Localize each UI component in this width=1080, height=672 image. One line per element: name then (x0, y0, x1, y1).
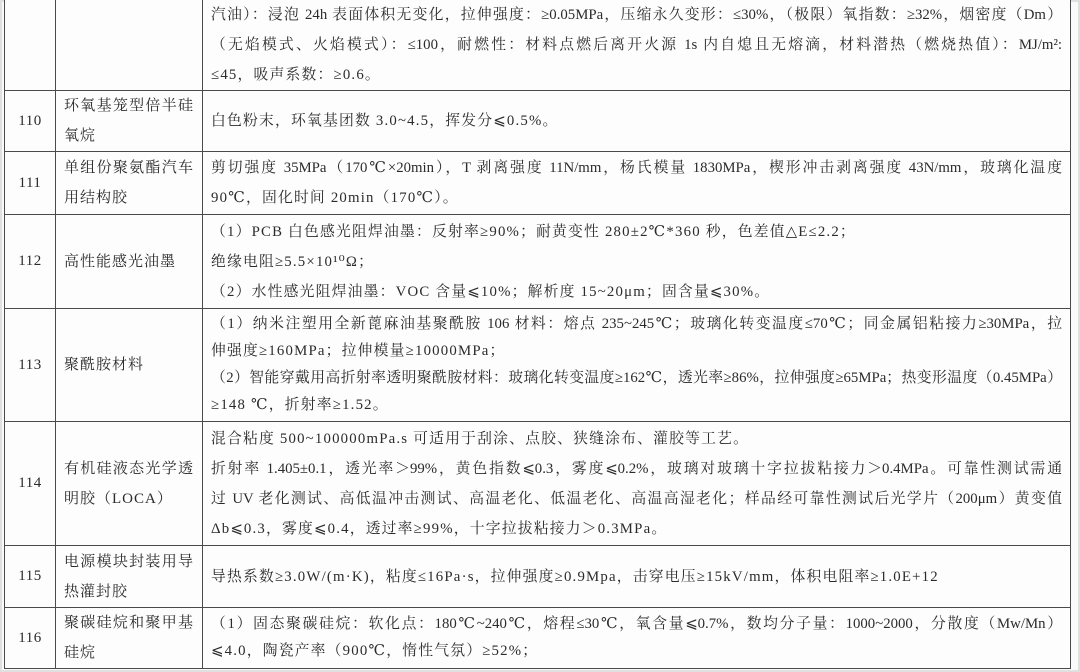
spec-line: ≥148 ℃，折射率≥1.52。 (211, 397, 389, 413)
spec-line: 绝缘电阻≥5.5×10¹⁰Ω； (211, 253, 375, 270)
table-row (5, 309, 1071, 422)
table-row (5, 215, 1071, 309)
table-row (5, 91, 1071, 152)
spec-line: 白色粉末，环氧基团数 3.0~4.5，挥发分⩽0.5%。 (211, 113, 559, 129)
spec-line: （1）固态聚碳硅烷：软化点：180℃~240℃，熔程≤30℃，氧含量⩽0.7%，数均分子量：1000~2000，分散度（Mw/Mn） (211, 616, 1062, 632)
spec-line: （1）纳米注塑用全新蓖麻油基聚酰胺 106 材料：熔点 235~245℃；玻璃化转变温度≤70℃；同金属铝粘接力≥30MPa，拉 (211, 316, 1062, 332)
table-row (5, 546, 1071, 608)
spec-line: 混合粘度 500~100000mPa.s 可适用于刮涂、点胶、狭缝涂布、灌胶等工艺。 (211, 430, 750, 447)
row-number-cell: 114 (5, 422, 56, 546)
spec-line: 过 UV 老化测试、高低温冲击测试、高温老化、低温老化、高温高湿老化；样品经可靠性测试后光学片（200μm）黄变值 (211, 490, 1062, 507)
spec-line: Δb⩽0.3，雾度⩽0.4，透过率≥99%，十字拉拔粘接力＞0.3MPa。 (211, 520, 668, 537)
spec-cell (203, 608, 1071, 669)
row-number-cell: 115 (5, 546, 56, 608)
table-row (5, 152, 1071, 215)
material-name-cell: 环氧基笼型倍半硅氧烷 (56, 91, 203, 152)
spec-cell (203, 546, 1071, 608)
material-name-cell: 聚酰胺材料 (56, 309, 203, 422)
spec-line: （1）PCB 白色感光阻焊油墨：反射率≥90%；耐黄变性 280±2℃*360 秒，色差值△E≤2.2； (211, 223, 856, 240)
table-row (5, 422, 1071, 546)
material-name-cell: 聚碳硅烷和聚甲基硅烷 (56, 608, 203, 669)
spec-cell (203, 0, 1071, 91)
row-number-cell (5, 0, 56, 91)
table-row (5, 0, 1071, 91)
spec-line: 90℃，固化时间 20min（170℃）。 (211, 190, 459, 206)
row-number-cell: 110 (5, 91, 56, 152)
spec-line: 折射率 1.405±0.1，透光率＞99%，黄色指数⩽0.3，雾度⩽0.2%，玻璃对玻璃十字拉拔粘接力＞0.4MPa。可靠性测试需通 (211, 460, 1062, 477)
spec-line: 伸强度≥160MPa；拉伸模量≥10000MPa； (211, 343, 506, 359)
spec-cell (203, 309, 1071, 422)
row-number-cell: 112 (5, 215, 56, 309)
spec-line: （2）水性感光阻焊油墨：VOC 含量⩽10%；解析度 15~20μm；固含量⩽30%。 (211, 283, 771, 300)
spec-line: 剪切强度 35MPa（170℃×20min），T 剥离强度 11N/mm，杨氏模量 1830MPa，楔形冲击剥离强度 43N/mm，玻璃化温度 (211, 160, 1062, 176)
material-name-cell: 有机硅液态光学透明胶（LOCA） (56, 422, 203, 546)
materials-spec-table (4, 0, 1071, 669)
row-number-cell: 116 (5, 608, 56, 669)
row-number-cell: 111 (5, 152, 56, 215)
spec-line: ⩽4.0，陶瓷产率（900℃，惰性气氛）≥52%； (211, 643, 539, 659)
spec-line: 汽油）：浸泡 24h 表面体积无变化，拉伸强度：≥0.05MPa，压缩永久变形：≤30%，（极限）氧指数：≥32%，烟密度（Dm） (211, 7, 1062, 23)
spec-cell (203, 91, 1071, 152)
material-name-cell: 单组份聚氨酯汽车用结构胶 (56, 152, 203, 215)
spec-cell (203, 422, 1071, 546)
material-name-cell: 高性能感光油墨 (56, 215, 203, 309)
row-number-cell: 113 (5, 309, 56, 422)
material-name-cell (56, 0, 203, 91)
material-name-cell: 电源模块封装用导热灌封胶 (56, 546, 203, 608)
spec-line: （无焰模式、火焰模式）：≤100，耐燃性：材料点燃后离开火源 1s 内自熄且无熔滴，材料潜热（燃烧热值）：MJ/m²: (211, 37, 1062, 53)
spec-line: 导热系数≥3.0W/(m·K)，粘度≤16Pa·s，拉伸强度≥0.9Mpa，击穿电压≥15kV/mm，体积电阻率≥1.0E+12 (211, 568, 939, 585)
table-row (5, 608, 1071, 669)
spec-cell (203, 215, 1071, 309)
spec-cell (203, 152, 1071, 215)
spec-line: ≤45，吸声系数：≥0.6。 (211, 67, 381, 83)
spec-line: （2）智能穿戴用高折射率透明聚酰胺材料：玻璃化转变温度≥162℃，透光率≥86%，拉伸强度≥65MPa；热变形温度（0.45MPa） (211, 370, 1062, 386)
